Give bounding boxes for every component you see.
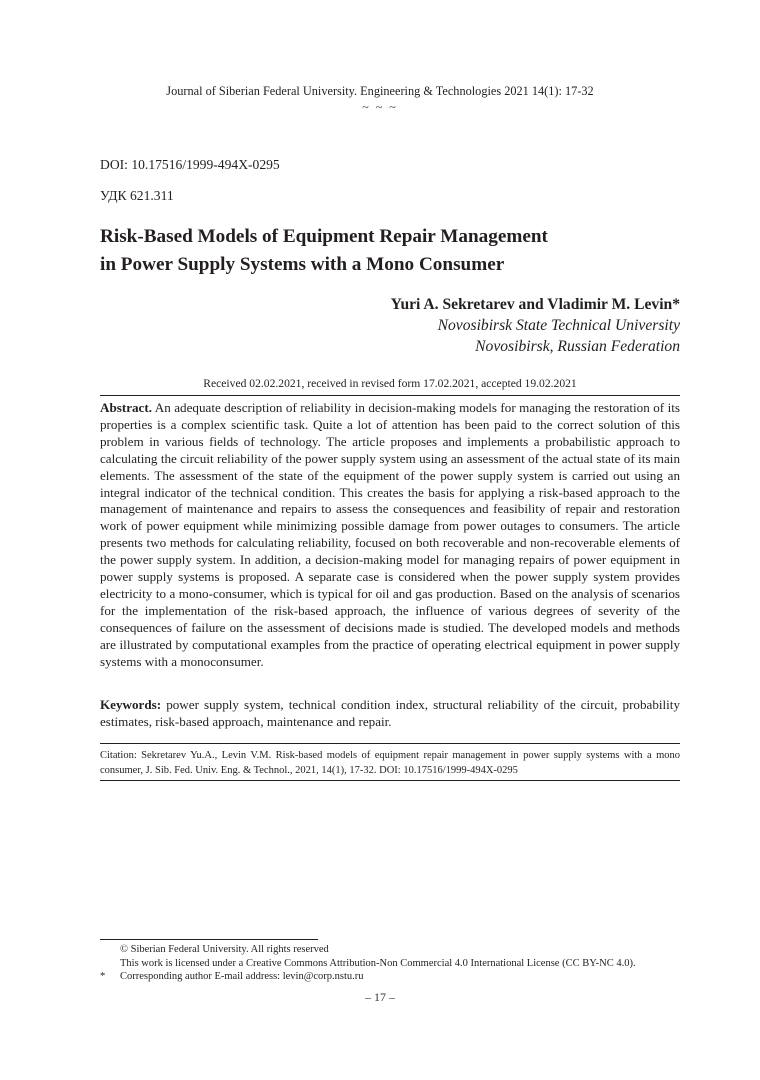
keywords-block — [100, 697, 680, 731]
corresponding-author-note: Corresponding author E-mail address: levin@corp.nstu.ru — [120, 971, 364, 982]
page-number: – 17 – — [365, 990, 395, 1004]
copyright-note: © Siberian Federal University. All rights reserved — [120, 944, 329, 955]
citation-text: Citation: Sekretarev Yu.A., Levin V.M. Risk-based models of equipment repair management in power supply systems with a mono consumer, J. Sib. Fed. Univ. Eng. & Technol., 2021, 14(1), 17-32. DOI: 10.17516/1999-494X-0295 — [100, 750, 680, 776]
abstract-text: An adequate description of reliability in decision-making models for managing the restoration of its properties is a complex scientific task. Quite a lot of attention has been paid to the correct solution of this problem in various fields of technology. The article proposes and implements a probabilistic approach to calculating the circuit reliability of the power supply system using an assessment of the actual state of its main elements. The assessment of the state of the equipment of the power supply system is carried out using an integral indicator of the technical condition. This creates the basis for applying a risk-based approach to the management of maintenance and repairs to assess the consequences and feasibility of repair and restoration work of power equipment while minimizing possible damage from power outages to consumers. The article presents two methods for calculating reliability, focused on both recoverable and non-recoverable elements of the power supply system. In addition, a decision-making model for managing repairs of power equipment in power supply systems is proposed. A separate case is considered when the power supply system provides electricity to a mono-consumer, which is typical for oil and gas production. Based on the analysis of scenarios for the implementation of the risk-based approach, the influence of various degrees of severity of the consequences of failure on the assessment of decisions made is studied. The developed models and methods are illustrated by computational examples from the practice of operating electrical equipment in power supply systems with a monoconsumer. — [100, 400, 680, 669]
journal-header: Journal of Siberian Federal University. Engineering & Technologies 2021 14(1): 17-32 — [166, 84, 594, 98]
divider — [100, 743, 680, 744]
doi-line: DOI: 10.17516/1999-494X-0295 — [100, 157, 280, 172]
keywords-text: power supply system, technical condition index, structural reliability of the circuit, probability estimates, risk-based approach, maintenance and repair. — [100, 697, 680, 729]
title-line-1: Risk-Based Models of Equipment Repair Management — [100, 226, 548, 247]
divider — [100, 780, 680, 781]
header-ornament: ~ ~ ~ — [362, 100, 398, 114]
title-line-2: in Power Supply Systems with a Mono Consumer — [100, 254, 505, 275]
license-note: This work is licensed under a Creative Commons Attribution-Non Commercial 4.0 International License (CC BY-NC 4.0). — [120, 958, 636, 969]
divider — [100, 395, 680, 396]
keywords-label: Keywords: — [100, 697, 162, 712]
authors: Yuri A. Sekretarev and Vladimir M. Levin* — [390, 296, 680, 313]
footnote-asterisk: * — [100, 971, 106, 982]
footnote-rule — [100, 939, 318, 940]
abstract-label: Abstract. — [100, 400, 152, 415]
affiliation-location: Novosibirsk, Russian Federation — [475, 338, 680, 355]
affiliation-university: Novosibirsk State Technical University — [437, 317, 680, 334]
article-title — [100, 223, 660, 279]
abstract-block — [100, 400, 680, 671]
udk-line: УДК 621.311 — [100, 188, 174, 203]
received-dates: Received 02.02.2021, received in revised form 17.02.2021, accepted 19.02.2021 — [203, 377, 577, 390]
